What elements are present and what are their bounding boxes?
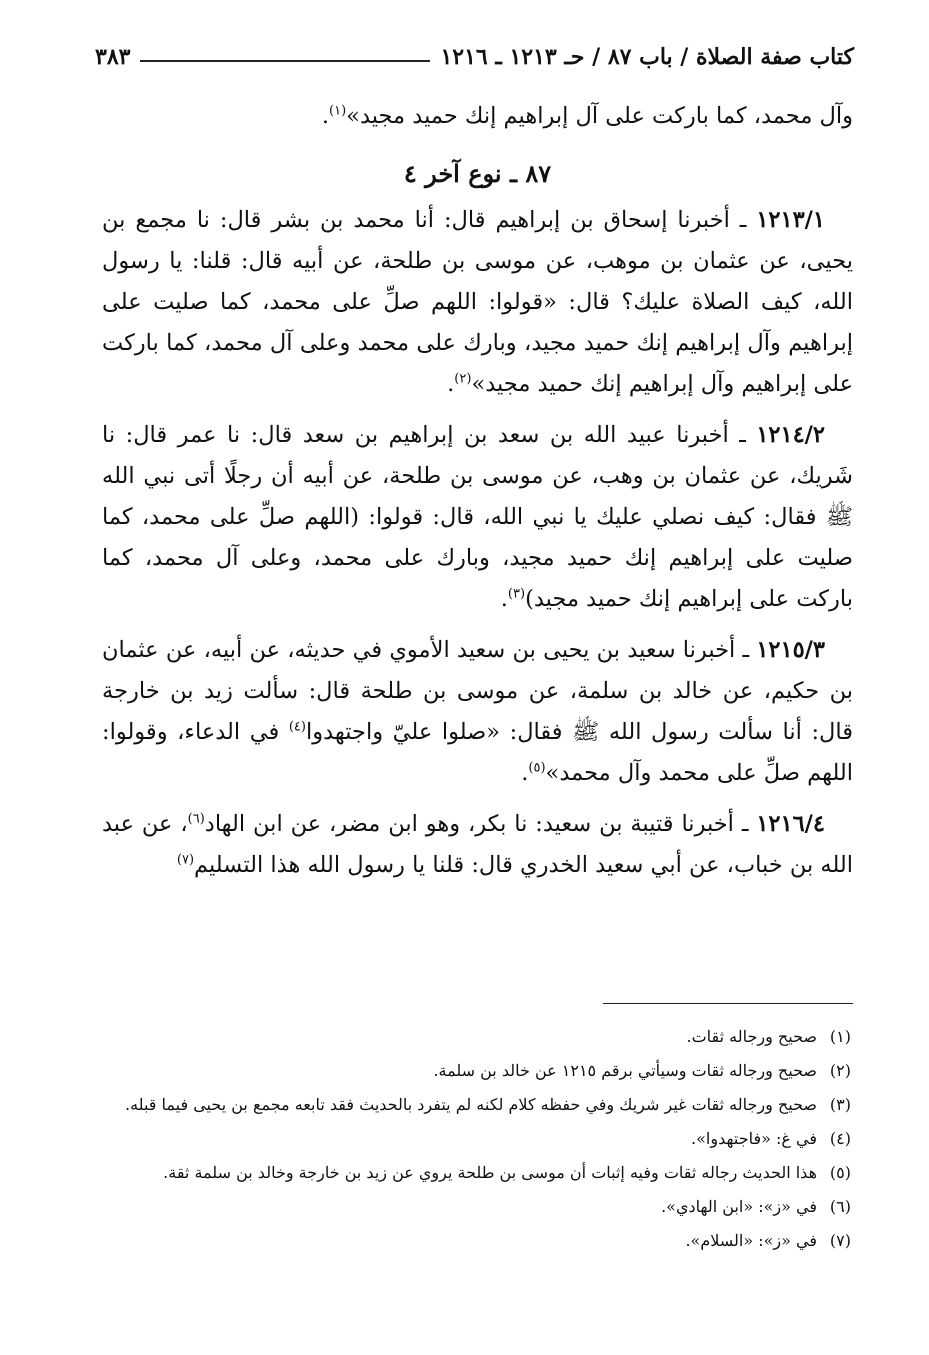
page-number: ٣٨٣ (95, 44, 131, 70)
carryover-paragraph: وآل محمد، كما باركت على آل إبراهيم إنك حميد مجيد»$^{(١)}$. (321, 103, 853, 129)
footnote (100, 1224, 851, 1258)
footnote-text: في غ: «فاجتهدوا». (691, 1129, 817, 1148)
running-header (95, 44, 854, 70)
hadith-number: ١٢١٣/١ (756, 207, 825, 233)
footnote-number: (٤) (829, 1129, 851, 1148)
footnote-ref: (٧) (176, 852, 195, 868)
hadith-paragraph: ١٢١٥/٣ ـ أخبرنا سعيد بن يحيى بن سعيد الأموي في حديثه، عن أبيه، عن عثمان بن حكيم، عن خالد بن سلمة، عن موسى بن طلحة قال: سألت زيد بن خارجة قال: أنا سألت رسول الله ﷺ فقال: «صلوا عليّ واجتهدوا$^{(٤)}$ في الدعاء، وقولوا: اللهم صلِّ على محمد وآل محمد»$^{(٥)}$. (102, 637, 854, 786)
header-rule (140, 60, 430, 62)
hadith-number: ١٢١٦/٤ (756, 811, 825, 837)
footnote-ref: (٣) (507, 586, 526, 602)
footnote-ref: (١) (329, 103, 347, 119)
footnotes (100, 1020, 851, 1258)
hadith-text-continued: ، عن عبد الله بن خباب، عن أبي سعيد الخدري قال: قلنا يا رسول الله هذا التسليم (102, 811, 853, 878)
footnote-text: في «ز»: «السلام». (685, 1231, 817, 1250)
footnote-ref: (٦) (187, 811, 205, 827)
footnote-number: (١) (829, 1027, 851, 1046)
footnote-ref: (٤) (288, 719, 306, 735)
footnote-ref: (٥) (528, 760, 546, 776)
hadith-text: ـ أخبرنا إسحاق بن إبراهيم قال: أنا محمد بن بشر قال: نا مجمع بن يحيى، عن عثمان بن موهب، عن موسى بن طلحة، عن أبيه قال: قلنا: يا رسول الله، كيف الصلاة عليك؟ قال: «قولوا: اللهم صلِّ على محمد، كما صليت على إبراهيم وآل إبراهيم إنك حميد مجيد، وبارك على محمد وعلى آل محمد، كما باركت على إبراهيم وآل إبراهيم إنك حميد مجيد» (102, 207, 853, 397)
footnote-text: صحيح ورجاله ثقات وسيأتي برقم ١٢١٥ عن خالد بن سلمة. (433, 1061, 817, 1080)
footnote (100, 1156, 851, 1190)
footnote-text: صحيح ورجاله ثقات. (686, 1027, 817, 1046)
main-text (102, 96, 853, 896)
hadith-number: ١٢١٥/٣ (756, 637, 825, 663)
hadith-number: ١٢١٤/٢ (756, 422, 825, 448)
footnote-ref: (٢) (454, 371, 472, 387)
header-title: كتاب صفة الصلاة / باب ٨٧ / حـ ١٢١٣ ـ ١٢١٦ (440, 44, 854, 70)
footnote-text: هذا الحديث رجاله ثقات وفيه إثبات أن موسى بن طلحة يروي عن زيد بن خارجة وخالد بن سلمة ثقة. (163, 1163, 817, 1182)
footnote (100, 1020, 851, 1054)
footnote (100, 1054, 851, 1088)
hadith-paragraph (102, 804, 853, 886)
section-heading: ٨٧ ـ نوع آخر ٤ (403, 159, 552, 188)
footnote-separator (603, 1003, 853, 1004)
footnote-number: (٦) (829, 1197, 851, 1216)
footnote-number: (٥) (829, 1163, 851, 1182)
hadith-text: ـ أخبرنا عبيد الله بن سعد بن إبراهيم بن سعد قال: نا عمر قال: نا شَريك، عن عثمان بن وهب، عن موسى بن طلحة، عن أبيه أن رجلًا أتى نبي الله ﷺ فقال: كيف نصلي عليك يا نبي الله، قال: قولوا: (اللهم صلِّ على محمد، كما صليت على إبراهيم إنك حميد مجيد، وبارك على محمد، وعلى آل محمد، كما باركت على إبراهيم إنك حميد مجيد) (102, 422, 853, 612)
footnote-text: صحيح ورجاله ثقات غير شريك وفي حفظه كلام لكنه لم يتفرد بالحديث فقد تابعه مجمع بن يحيى فيما قبله. (125, 1095, 817, 1114)
hadith-text-continued: في الدعاء، وقولوا: اللهم صلِّ على محمد وآل محمد» (102, 719, 853, 786)
hadith-paragraph: ١٢١٤/٢ ـ أخبرنا عبيد الله بن سعد بن إبراهيم بن سعد قال: نا عمر قال: نا شَريك، عن عثمان بن وهب، عن موسى بن طلحة، عن أبيه أن رجلًا أتى نبي الله ﷺ فقال: كيف نصلي عليك يا نبي الله، قال: قولوا: (اللهم صلِّ على محمد، كما صليت على إبراهيم إنك حميد مجيد، وبارك على محمد، وعلى آل محمد، كما باركت على إبراهيم إنك حميد مجيد)$^{(٣)}$. (102, 422, 853, 612)
footnote-number: (٢) (829, 1061, 851, 1080)
footnote (100, 1122, 851, 1156)
footnote-number: (٣) (829, 1095, 851, 1114)
hadith-text: ـ أخبرنا قتيبة بن سعيد: نا بكر، وهو ابن مضر، عن ابن الهاد (204, 811, 749, 837)
footnote (100, 1190, 851, 1224)
footnote (100, 1088, 851, 1122)
hadith-paragraph: ١٢١٣/١ ـ أخبرنا إسحاق بن إبراهيم قال: أنا محمد بن بشر قال: نا مجمع بن يحيى، عن عثمان بن موهب، عن موسى بن طلحة، عن أبيه قال: قلنا: يا رسول الله، كيف الصلاة عليك؟ قال: «قولوا: اللهم صلِّ على محمد، كما صليت على إبراهيم وآل إبراهيم إنك حميد مجيد، وبارك على محمد وعلى آل محمد، كما باركت على إبراهيم وآل إبراهيم إنك حميد مجيد»$^{(٢)}$. (102, 207, 853, 397)
footnote-text: في «ز»: «ابن الهادي». (661, 1197, 817, 1216)
footnote-number: (٧) (829, 1231, 851, 1250)
hadith-text: ـ أخبرنا سعيد بن يحيى بن سعيد الأموي في حديثه، عن أبيه، عن عثمان بن حكيم، عن خالد بن سلمة، عن موسى بن طلحة قال: سألت زيد بن خارجة قال: أنا سألت رسول الله ﷺ فقال: «صلوا عليّ واجتهدوا (102, 637, 854, 745)
